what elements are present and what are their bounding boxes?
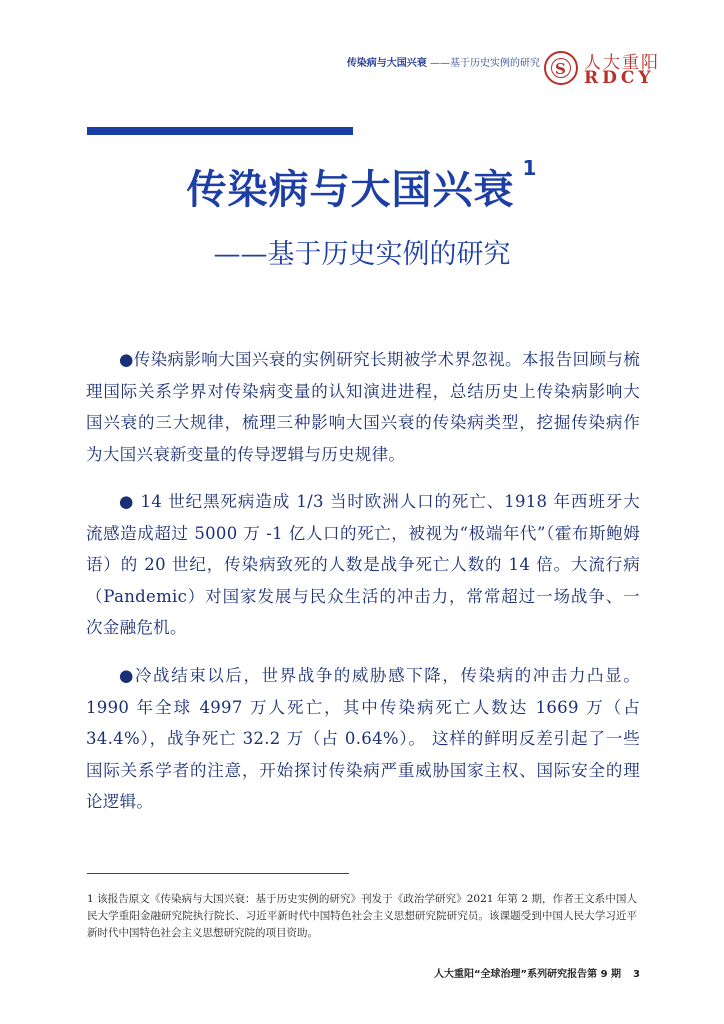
- logo-mark: S: [555, 60, 566, 78]
- paragraph-2: ● 14 世纪黑死病造成 1/3 当时欧洲人口的死亡、1918 年西班牙大流感造成超过 5000 万 -1 亿人口的死亡，被视为“极端年代”（霍布斯鲍姆语）的 20 世纪，传染病致死的人数是战争死亡人数的 14 倍。大流行病（Pandemic）对国家发展与民众生活的冲击力，常常超过一场战争、一次金融危机。: [86, 492, 640, 637]
- footnote: 1 该报告原文《传染病与大国兴衰：基于历史实例的研究》刊发于《政治学研究》2021 年第 2 期，作者王文系中国人民大学重阳金融研究院执行院长、习近平新时代中国特色社会主义思想研究院研究员。该课题受到中国人民大学习近平新时代中国特色社会主义思想研究院的项目资助。: [87, 893, 637, 939]
- running-header: [0, 54, 540, 69]
- page-number: 3: [633, 969, 640, 980]
- accent-bar: [87, 127, 353, 135]
- seal-icon: [544, 51, 578, 85]
- footnote-ref: 1: [522, 156, 538, 180]
- page-footer: [0, 965, 640, 980]
- logo-chinese-name: 人大重阳: [584, 53, 660, 73]
- page-subtitle: ——基于历史实例的研究: [213, 239, 511, 270]
- page-title: [0, 158, 724, 215]
- logo-english-name: RDCY: [584, 68, 655, 88]
- title-text: 传染病与大国兴衰: [186, 167, 515, 213]
- footer-series: 人大重阳“全球治理”系列研究报告第 9 期: [433, 969, 622, 980]
- rdcy-logo: [544, 50, 674, 88]
- header-title: 传染病与大国兴衰: [346, 58, 427, 69]
- header-subtitle: ——基于历史实例的研究: [430, 58, 540, 69]
- paragraph-1: ●传染病影响大国兴衰的实例研究长期被学术界忽视。本报告回顾与梳理国际关系学界对传染病变量的认知演进进程，总结历史上传染病影响大国兴衰的三大规律，梳理三种影响大国兴衰的传染病类型，挖掘传染病作为大国兴衰新变量的传导逻辑与历史规律。: [86, 350, 640, 464]
- footnote-divider: [87, 873, 349, 874]
- paragraph-3: ●冷战结束以后，世界战争的威胁感下降，传染病的冲击力凸显。1990 年全球 4997 万人死亡，其中传染病死亡人数达 1669 万（占 34.4%），战争死亡 32.2 万（占 0.64%）。 这样的鲜明反差引起了一些国际关系学者的注意，开始探讨传染病严重威胁国家主权、国际安全的理论逻辑。: [86, 666, 640, 811]
